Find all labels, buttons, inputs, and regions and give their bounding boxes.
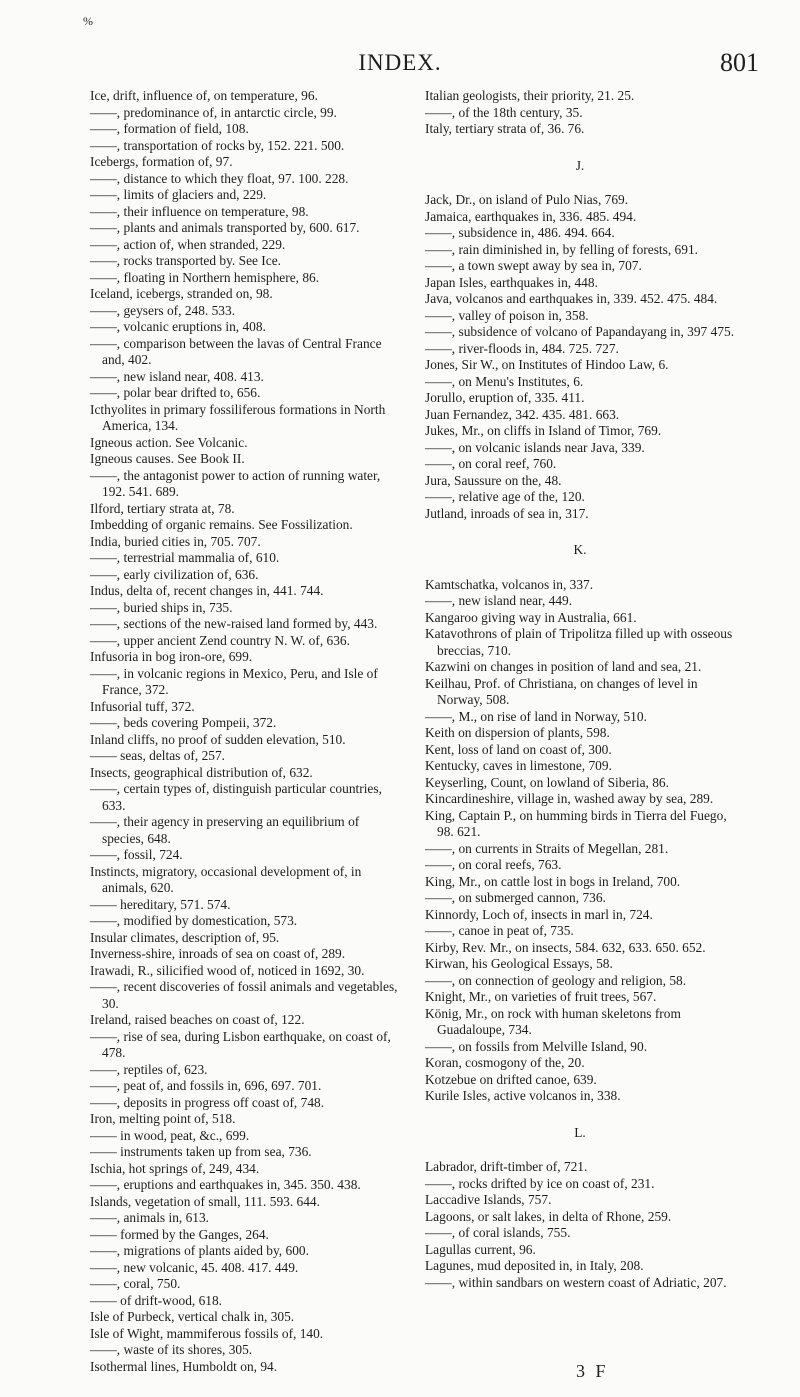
index-entry: Icebergs, formation of, 97. [90, 154, 233, 169]
index-entry: ——, sections of the new-raised land formed by, 443. [90, 616, 378, 631]
index-entry: ——, terrestrial mammalia of, 610. [90, 550, 280, 565]
index-entry: Iron, melting point of, 518. [90, 1111, 236, 1126]
index-entry: Iceland, icebergs, stranded on, 98. [90, 286, 273, 301]
index-entry: Jamaica, earthquakes in, 336. 485. 494. [425, 208, 637, 224]
index-entry: ——, predominance of, in antarctic circle, 99. [90, 104, 337, 120]
index-entry: Indus, delta of, recent changes in, 441. 744. [90, 583, 324, 598]
letter-heading: J. [575, 157, 585, 173]
index-entry: —— of drift-wood, 618. [90, 1292, 223, 1308]
index-entry: Kincardineshire, village in, washed away by sea, 289. [425, 791, 714, 806]
index-entry: ——, volcanic eruptions in, 408. [90, 319, 266, 334]
index-entry: ——, on Menu's Institutes, 6. [425, 373, 584, 389]
index-entry: ——, on fossils from Melville Island, 90. [425, 1038, 648, 1054]
index-entry: Inverness-shire, inroads of sea on coast of, 289. [90, 946, 346, 961]
index-entry: Kangaroo giving way in Australia, 661. [425, 609, 637, 625]
index-entry: ——, M., on rise of land in Norway, 510. [425, 708, 647, 724]
index-entry: ——, subsidence in, 486. 494. 664. [425, 225, 615, 240]
index-entry: Lagullas current, 96. [425, 1241, 536, 1257]
index-entry: Isle of Wight, mammiferous fossils of, 140. [90, 1325, 324, 1341]
index-entry: ——, rise of sea, during Lisbon earthquake, on coast of, 478. [90, 1028, 391, 1060]
index-entry: ——, geysers of, 248. 533. [90, 302, 236, 318]
index-entry: ——, transportation of rocks by, 152. 221. 500. [90, 137, 345, 153]
index-entry: ——, animals in, 613. [90, 1210, 210, 1225]
index-entry: Keilhau, Prof. of Christiana, on changes of level in Norway, 508. [425, 675, 698, 707]
index-entry: ——, new island near, 449. [425, 593, 573, 608]
index-entry: ——, canoe in peat of, 735. [425, 923, 574, 938]
page-number: 801 [720, 48, 759, 77]
index-entry: ——, on coral reefs, 763. [425, 857, 562, 872]
index-entry: Icthyolites in primary fossiliferous formations in North America, 134. [90, 401, 386, 433]
index-entry: Infusorial tuff, 372. [90, 698, 195, 714]
left-column [90, 88, 400, 1375]
index-entry: —— seas, deltas of, 257. [90, 748, 225, 763]
index-entry: ——, valley of poison in, 358. [425, 307, 589, 323]
index-entry: ——, on connection of geology and religion, 58. [425, 972, 687, 988]
index-entry: ——, distance to which they float, 97. 100. 228. [90, 170, 349, 186]
index-entry: ——, of coral islands, 755. [425, 1225, 571, 1240]
index-entry: Knight, Mr., on varieties of fruit trees, 567. [425, 989, 657, 1004]
index-entry: Keith on dispersion of plants, 598. [425, 725, 610, 740]
index-entry: ——, early civilization of, 636. [90, 566, 259, 582]
index-entry: ——, recent discoveries of fossil animals and vegetables, 30. [90, 979, 398, 1011]
letter-heading: K. [573, 542, 587, 557]
index-entry: Jack, Dr., on island of Pulo Nias, 769. [425, 192, 629, 207]
index-entry: ——, limits of glaciers and, 229. [90, 187, 267, 202]
index-entry: ——, coral, 750. [90, 1276, 181, 1291]
index-entry: Kotzebue on drifted canoe, 639. [425, 1071, 597, 1087]
index-entry: ——, on coral reef, 760. [425, 456, 557, 471]
index-entry: Ice, drift, influence of, on temperature, 96. [90, 88, 318, 103]
index-entry: ——, peat of, and fossils in, 696, 697. 701. [90, 1078, 322, 1093]
index-entry: Kamtschatka, volcanos in, 337. [425, 576, 594, 592]
index-entry: ——, comparison between the lavas of Central France and, 402. [90, 335, 382, 367]
index-entry: Jukes, Mr., on cliffs in Island of Timor, 769. [425, 423, 662, 438]
index-entry: Katavothrons of plain of Tripolitza filled up with osseous breccias, 710. [425, 626, 733, 658]
index-entry: Keyserling, Count, on lowland of Siberia, 86. [425, 774, 669, 790]
running-title: INDEX. [358, 50, 442, 75]
index-entry: India, buried cities in, 705. 707. [90, 533, 261, 549]
index-entry: ——, the antagonist power to action of running water, 192. 541. 689. [90, 467, 381, 499]
index-entry: Kentucky, caves in limestone, 709. [425, 758, 612, 773]
index-entry: ——, migrations of plants aided by, 600. [90, 1243, 309, 1258]
index-entry: ——, new island near, 408. 413. [90, 368, 264, 384]
index-entry: ——, buried ships in, 735. [90, 599, 233, 615]
index-entry: Labrador, drift-timber of, 721. [425, 1159, 588, 1174]
index-entry: Inland cliffs, no proof of sudden elevation, 510. [90, 731, 346, 747]
index-entry: King, Captain P., on humming birds in Tierra del Fuego, 98. 621. [425, 807, 727, 839]
index-entry: ——, fossil, 724. [90, 847, 183, 862]
index-entry: Italian geologists, their priority, 21. 25. [425, 88, 635, 103]
index-entry: Insects, geographical distribution of, 632. [90, 764, 313, 780]
index-entry: ——, rain diminished in, by felling of forests, 691. [425, 241, 698, 257]
index-entry: ——, polar bear drifted to, 656. [90, 385, 261, 400]
index-entry: Kirby, Rev. Mr., on insects, 584. 632, 633. 650. 652. [425, 939, 706, 955]
index-entry: Isothermal lines, Humboldt on, 94. [90, 1358, 278, 1374]
index-entry: Irawadi, R., silicified wood of, noticed in 1692, 30. [90, 962, 365, 978]
index-entry: Kinnordy, Loch of, insects in marl in, 724. [425, 906, 653, 922]
index-entry: ——, of the 18th century, 35. [425, 104, 583, 120]
index-entry: König, Mr., on rock with human skeletons from Guadaloupe, 734. [425, 1005, 681, 1037]
index-entry: ——, upper ancient Zend country N. W. of, 636. [90, 632, 350, 648]
index-entry: Italy, tertiary strata of, 36. 76. [425, 121, 585, 136]
page-mark: % [83, 14, 93, 28]
index-entry: ——, relative age of the, 120. [425, 489, 585, 504]
index-entry: ——, their influence on temperature, 98. [90, 203, 309, 219]
index-entry: Kazwini on changes in position of land and sea, 21. [425, 659, 702, 674]
index-entry: Kent, loss of land on coast of, 300. [425, 741, 612, 757]
index-entry: Japan Isles, earthquakes in, 448. [425, 274, 598, 290]
index-entry: Kurile Isles, active volcanos in, 338. [425, 1088, 621, 1103]
index-entry: Juan Fernandez, 342. 435. 481. 663. [425, 406, 620, 422]
index-entry: ——, rocks transported by. See Ice. [90, 253, 282, 268]
index-entry: —— instruments taken up from sea, 736. [90, 1144, 312, 1159]
index-entry: Infusoria in bog iron-ore, 699. [90, 649, 253, 664]
index-entry: King, Mr., on cattle lost in bogs in Ireland, 700. [425, 873, 681, 889]
index-entry: Lagunes, mud deposited in, in Italy, 208. [425, 1258, 644, 1273]
index-entry: Laccadive Islands, 757. [425, 1192, 552, 1207]
index-entry: Jorullo, eruption of, 335. 411. [425, 390, 585, 405]
index-entry: ——, reptiles of, 623. [90, 1061, 208, 1077]
index-entry: ——, in volcanic regions in Mexico, Peru, and Isle of France, 372. [90, 665, 378, 697]
index-entry: Igneous causes. See Book II. [90, 451, 245, 466]
index-entry: ——, waste of its shores, 305. [90, 1342, 253, 1357]
index-entry: Jones, Sir W., on Institutes of Hindoo Law, 6. [425, 357, 669, 372]
index-entry: ——, eruptions and earthquakes in, 345. 350. 438. [90, 1177, 361, 1192]
index-entry: —— in wood, peat, &c., 699. [90, 1127, 250, 1143]
index-entry: Imbedding of organic remains. See Fossilization. [90, 517, 353, 532]
index-entry: Jura, Saussure on the, 48. [425, 472, 562, 488]
index-entry: Jutland, inroads of sea in, 317. [425, 505, 589, 521]
index-entry: ——, floating in Northern hemisphere, 86. [90, 269, 320, 285]
index-entry: —— formed by the Ganges, 264. [90, 1226, 269, 1242]
index-entry: Java, volcanos and earthquakes in, 339. 452. 475. 484. [425, 291, 718, 306]
index-entry: ——, modified by domestication, 573. [90, 913, 298, 928]
index-entry: Lagoons, or salt lakes, in delta of Rhone, 259. [425, 1208, 672, 1224]
index-entry: ——, a town swept away by sea in, 707. [425, 258, 642, 273]
index-entry: Koran, cosmogony of the, 20. [425, 1055, 585, 1070]
index-entry: ——, new volcanic, 45. 408. 417. 449. [90, 1259, 299, 1275]
index-entry: ——, within sandbars on western coast of Adriatic, 207. [425, 1274, 727, 1290]
index-entry: Ireland, raised beaches on coast of, 122. [90, 1012, 305, 1027]
index-entry: ——, beds covering Pompeii, 372. [90, 715, 277, 730]
index-entry: Ilford, tertiary strata at, 78. [90, 500, 235, 516]
index-entry: Kirwan, his Geological Essays, 58. [425, 956, 613, 971]
index-entry: ——, formation of field, 108. [90, 121, 249, 136]
signature-mark: 3 F [576, 1361, 609, 1381]
index-entry: ——, on volcanic islands near Java, 339. [425, 439, 645, 455]
index-entry: ——, deposits in progress off coast of, 748. [90, 1094, 325, 1110]
index-entry: ——, subsidence of volcano of Papandayang in, 397 475. [425, 324, 735, 339]
index-entry: Igneous action. See Volcanic. [90, 434, 248, 450]
index-entry: Isle of Purbeck, vertical chalk in, 305. [90, 1309, 295, 1324]
index-entry: Insular climates, description of, 95. [90, 929, 280, 945]
index-entry: ——, rocks drifted by ice on coast of, 231. [425, 1175, 655, 1191]
index-entry: ——, on currents in Straits of Megellan, 281. [425, 840, 669, 856]
letter-heading: L. [574, 1124, 586, 1140]
index-entry: ——, certain types of, distinguish particular countries, 633. [90, 781, 382, 813]
right-column [425, 88, 735, 1291]
index-entry: —— hereditary, 571. 574. [90, 896, 231, 912]
index-entry: Ischia, hot springs of, 249, 434. [90, 1160, 260, 1176]
index-entry: ——, on submerged cannon, 736. [425, 890, 606, 905]
index-entry: ——, action of, when stranded, 229. [90, 236, 286, 252]
index-entry: ——, river-floods in, 484. 725. 727. [425, 340, 619, 356]
index-entry: ——, plants and animals transported by, 600. 617. [90, 220, 360, 235]
index-entry: Instincts, migratory, occasional development of, in animals, 620. [90, 863, 362, 895]
index-entry: ——, their agency in preserving an equilibrium of species, 648. [90, 814, 360, 846]
index-entry: Islands, vegetation of small, 111. 593. 644. [90, 1193, 320, 1209]
